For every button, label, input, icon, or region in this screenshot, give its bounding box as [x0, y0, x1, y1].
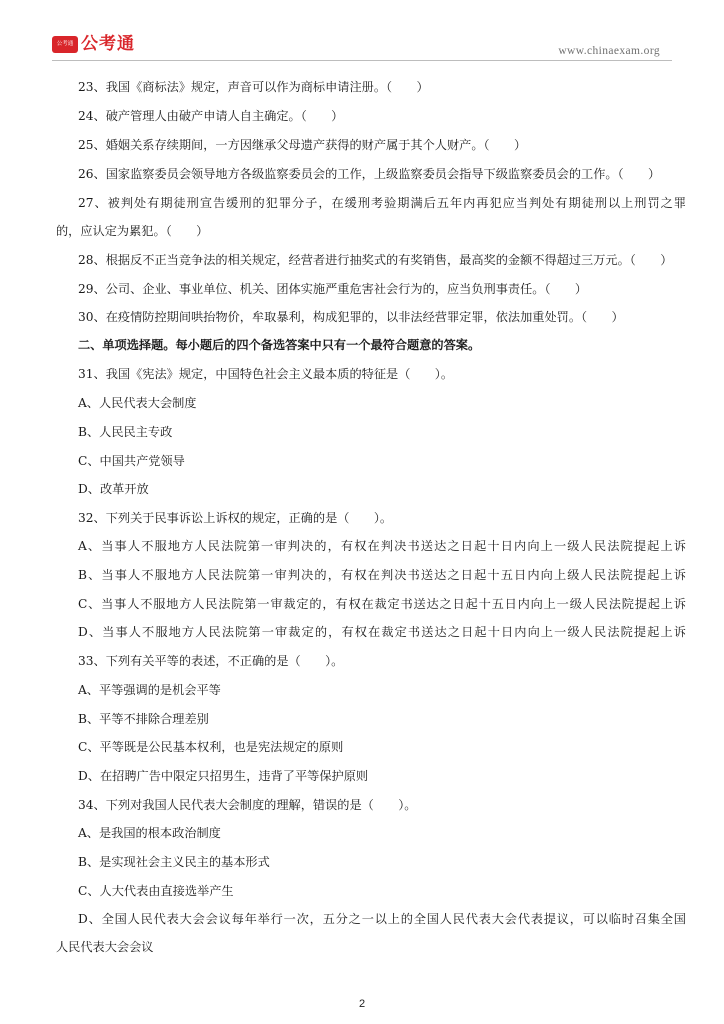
- option-32-c: C、当事人不服地方人民法院第一审裁定的，有权在裁定书送达之日起十五日内向上一级人民法院提起上诉: [78, 597, 686, 611]
- option-31-a: A、人民代表大会制度: [78, 396, 197, 410]
- page-number: 2: [358, 998, 366, 1010]
- question-31: 31、我国《宪法》规定，中国特色社会主义最本质的特征是（ ）。: [78, 367, 454, 381]
- site-url[interactable]: www.chinaexam.org: [558, 45, 660, 57]
- question-28: 28、根据反不正当竞争法的相关规定，经营者进行抽奖式的有奖销售，最高奖的金额不得超过三万元。（ ）: [78, 253, 673, 267]
- option-33-c: C、平等既是公民基本权利，也是宪法规定的原则: [78, 740, 344, 754]
- question-27-continued: 的，应认定为累犯。（ ）: [56, 224, 209, 238]
- option-31-b: B、人民民主专政: [78, 425, 173, 439]
- option-33-d: D、在招聘广告中限定只招男生，违背了平等保护原则: [78, 769, 369, 783]
- option-34-d: D、全国人民代表大会会议每年举行一次，五分之一以上的全国人民代表大会代表提议，可以临时召集全国: [78, 912, 686, 926]
- header-divider: [52, 60, 672, 61]
- question-24: 24、破产管理人由破产申请人自主确定。（ ）: [78, 109, 344, 123]
- option-33-a: A、平等强调的是机会平等: [78, 683, 221, 697]
- question-34: 34、下列对我国人民代表大会制度的理解，错误的是（ ）。: [78, 798, 417, 812]
- option-32-d: D、当事人不服地方人民法院第一审裁定的，有权在裁定书送达之日起十日内向上一级人民法院提起上诉: [78, 625, 686, 639]
- option-32-b: B、当事人不服地方人民法院第一审判决的，有权在判决书送达之日起十五日内向上级人民法院提起上诉: [78, 568, 686, 582]
- question-26: 26、国家监察委员会领导地方各级监察委员会的工作，上级监察委员会指导下级监察委员会的工作。（ ）: [78, 167, 661, 181]
- logo-wordmark: 公考通: [81, 34, 135, 54]
- option-34-d-continued: 人民代表大会会议: [56, 940, 154, 954]
- question-32: 32、下列关于民事诉讼上诉权的规定，正确的是（ ）。: [78, 511, 393, 525]
- question-33: 33、下列有关平等的表述，不正确的是（ ）。: [78, 654, 344, 668]
- brand-logo: [52, 34, 135, 54]
- option-33-b: B、平等不排除合理差别: [78, 712, 209, 726]
- question-29: 29、公司、企业、事业单位、机关、团体实施严重危害社会行为的，应当负刑事责任。（ ）: [78, 282, 588, 296]
- page-header: [0, 0, 724, 64]
- logo-badge: 公考通: [52, 36, 78, 53]
- option-31-d: D、改革开放: [78, 482, 149, 496]
- question-30: 30、在疫情防控期间哄抬物价，牟取暴利，构成犯罪的，以非法经营罪定罪，依法加重处罚。（ ）: [78, 310, 624, 324]
- option-31-c: C、中国共产党领导: [78, 454, 185, 468]
- question-25: 25、婚姻关系存续期间，一方因继承父母遗产获得的财产属于其个人财产。（ ）: [78, 138, 527, 152]
- question-23: 23、我国《商标法》规定，声音可以作为商标申请注册。（ ）: [78, 80, 429, 94]
- option-34-a: A、是我国的根本政治制度: [78, 826, 221, 840]
- question-27: 27、被判处有期徒刑宣告缓刑的犯罪分子，在缓刑考验期满后五年内再犯应当判处有期徒刑以上刑罚之罪: [78, 196, 686, 210]
- section-heading: 二、单项选择题。每小题后的四个备选答案中只有一个最符合题意的答案。: [78, 338, 481, 352]
- option-34-b: B、是实现社会主义民主的基本形式: [78, 855, 270, 869]
- option-32-a: A、当事人不服地方人民法院第一审判决的，有权在判决书送达之日起十日内向上一级人民法院提起上诉: [78, 539, 686, 553]
- option-34-c: C、人大代表由直接选举产生: [78, 884, 234, 898]
